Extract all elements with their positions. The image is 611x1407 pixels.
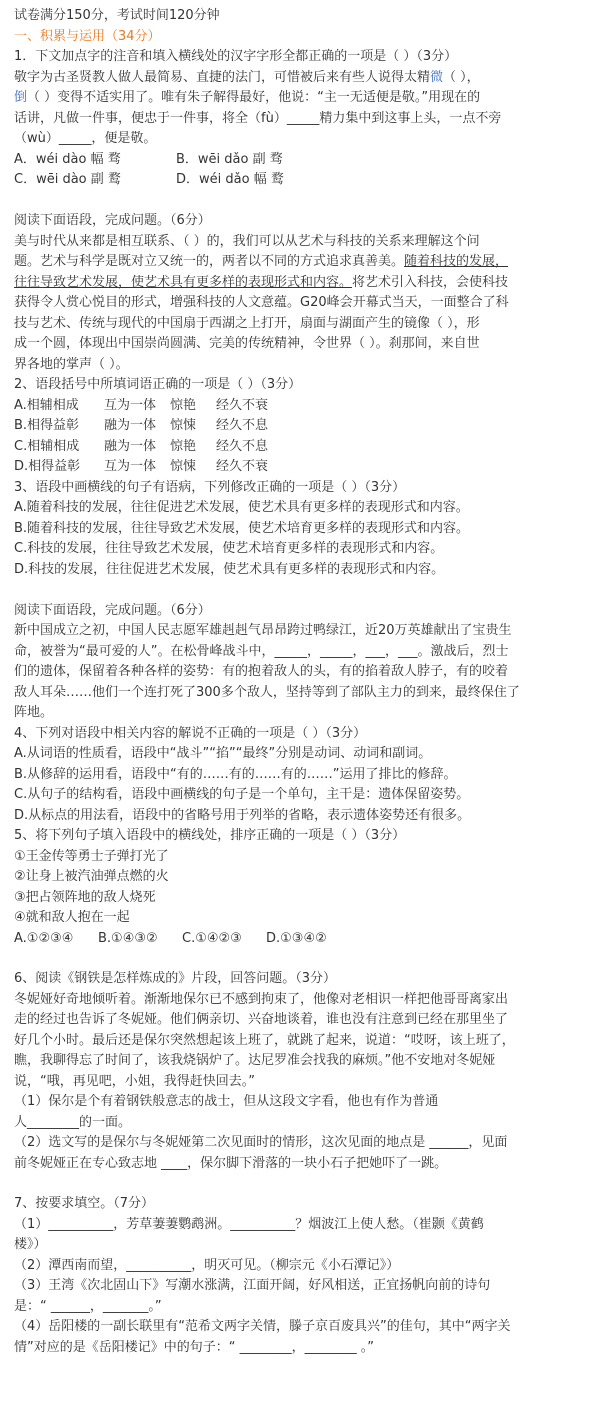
reading-intro: 阅读下面语段，完成问题。（6分） [14,602,211,618]
q5-sentence: ①王金传等勇士子弹打光了 [14,848,169,864]
option-b: B.①④③② [98,930,158,946]
reading-line: 美与时代从来都是相互联系、（ ）的，我们可以从艺术与科技的关系来理解这个问 [14,233,480,249]
q6-sub2: （2）选文写的是保尔与冬妮娅第二次见面时的情形，这次见面的地点是 ______，见面 [14,1135,508,1150]
q5-sentence: ④就和敌人抱在一起 [14,910,130,925]
dotted-char: 微 [430,69,444,85]
q1-text: 敬字为古圣贤教人做人最简易、直捷的法门，可惜被后来有些人说得太精 [14,69,431,85]
q6-stem: 6、阅读《钢铁是怎样炼成的》片段，回答问题。（3分） [14,971,337,986]
reading-text: 将艺术引入科技，会使科技 [352,274,509,290]
q7-item: 是：“ ______，_______。” [14,1298,162,1314]
reading-line: 敌人耳朵……他们一个连打死了300多个敌人，坚持等到了部队主力的到来，最终保住了 [14,684,520,700]
q5-options [14,929,596,950]
reading-line: 新中国成立之初，中国人民志愿军雄赳赳气昂昂跨过鸭绿江，近20万英雄献出了宝贵生 [14,623,512,638]
reading-line: 们的遗体，保留着各种各样的姿势：有的抱着敌人的头，有的掐着敌人脖子，有的咬着 [14,664,509,679]
q6-sub1: 人________的一面。 [14,1114,132,1130]
underlined-sentence: 往往导致艺术发展，使艺术具有更多样的表现形式和内容。 [14,274,353,290]
q6-sub2: 前冬妮娅正在专心致志地 ____，保尔脚下滑落的一块小石子把她吓了一跳。 [14,1155,448,1171]
q2-stem: 2、语段括号中所填词语正确的一项是（ ）（3分） [14,377,302,392]
reading-line: 获得令人赏心悦目的形式，增强科技的人文意蕴。G20峰会开幕式当天，一面整合了科 [14,295,509,310]
option-d: D.①③④② [266,930,327,946]
q3-option-c: C.科技的发展，往往导致艺术发展，使艺术培育更多样的表现形式和内容。 [14,541,444,556]
q4-stem: 4、下列对语段中相关内容的解说不正确的一项是（ ）（3分） [14,725,367,741]
q5-sentence: ③把占领阵地的敌人烧死 [14,889,156,905]
q4-option-c: C.从句子的结构看，语段中画横线的句子是一个单句，主干是：遗体保留姿势。 [14,787,470,802]
dotted-char: 倒 [14,90,28,105]
q1-blank: （ ）， [443,69,480,85]
q1-stem: 1．下文加点字的注音和填入横线处的汉字字形全都正确的一项是（ ）（3分） [14,49,458,64]
q1-passage-line [14,68,596,89]
exam-document [14,6,596,1358]
reading-line: 界各地的掌声（ ）。 [14,356,129,372]
q7-item: 情”对应的是《岳阳楼记》中的句子：“ ________，________ 。” [14,1339,374,1355]
reading-text: 题。艺术与科学是既对立又统一的，两者以不同的方式追求真善美。 [14,254,405,269]
q7-item: （4）岳阳楼的一副长联里有“范希文两字关情，滕子京百废具兴”的佳句，其中“两字关 [14,1319,511,1334]
option-a: A.①②③④ [14,930,74,946]
q2-option-c: C.相辅相成 融为一体 惊艳 经久不息 [14,438,269,454]
q5-stem: 5、将下列句子填入语段中的横线处，排序正确的一项是（ ）（3分） [14,828,406,843]
q3-option-b: B.随着科技的发展，往往导致艺术发展，使艺术培育更多样的表现形式和内容。 [14,520,470,536]
q2-option-a: A.相辅相成 互为一体 惊艳 经久不衰 [14,397,269,413]
q1-passage-line [14,88,596,109]
option-b: B．wēi dǎo 副 骛 [176,151,283,167]
q1-passage-line: （wù）_____，便是敬。 [14,131,157,146]
reading-line: 命，被誉为“最可爱的人”。在松骨峰战斗中，_____，_____，___，___。激战后，烈士 [14,643,509,659]
q7-item: （3）王湾《次北固山下》写潮水涨满，江面开阔，好风相送，正宜扬帆向前的诗句 [14,1278,491,1293]
q5-sentence: ②让身上被汽油弹点燃的火 [14,869,169,884]
q6-passage-line: 好几个小时。最后还是保尔突然想起该上班了，就跳了起来，说道：“哎呀，该上班了， [14,1032,515,1048]
q6-passage-line: 说，“哦，再见吧，小姐，我得赶快回去。” [14,1073,255,1089]
q6-passage-line: 瞧，我聊得忘了时间了，该我烧锅炉了。达尼罗准会找我的麻烦。”他不安地对冬妮娅 [14,1053,496,1068]
option-a: A．wéi dào 幅 骛 [14,151,121,167]
section-title: 一、积累与运用（34分） [14,28,161,44]
reading-line: 技与艺术、传统与现代的中国扇于西湖之上打开，扇面与湖面产生的镜像（ ），形 [14,315,480,331]
q1-options-row [14,150,596,171]
reading-line: 成一个圆，体现出中国崇尚圆满、完美的传统精神，令世界（ ）。刹那间，来自世 [14,336,480,351]
option-c: C.①④②③ [182,930,242,946]
reading-intro: 阅读下面语段，完成问题。（6分） [14,213,211,228]
reading-line: 阵地。 [14,705,54,720]
reading-line [14,252,596,273]
q2-option-d: D.相得益彰 互为一体 惊悚 经久不衰 [14,459,269,474]
option-c: C．wēi dào 副 鹜 [14,172,121,187]
q7-item: 楼》） [14,1237,47,1252]
q4-option-a: A.从词语的性质看，语段中“战斗”“掐”“最终”分别是动词、动词和副词。 [14,746,432,761]
q1-text: （ ）变得不适实用了。唯有朱子解得最好，他说：“主一无适便是敬。”用现在的 [27,90,481,105]
q1-options-row [14,170,596,191]
q4-option-d: D.从标点的用法看，语段中的省略号用于列举的省略，表示遗体姿势还有很多。 [14,807,471,823]
q4-option-b: B.从修辞的运用看，语段中“有的……有的……有的……”运用了排比的修辞。 [14,766,457,782]
reading-line [14,273,596,294]
q6-passage-line: 走的经过也告诉了冬妮娅。他们俩亲切、兴奋地谈着，谁也没有注意到已经在那里坐了 [14,1012,509,1027]
q3-option-d: D.科技的发展，往往促进艺术发展，使艺术具有更多样的表现形式和内容。 [14,561,445,577]
option-d: D．wéi dǎo 幅 鹜 [176,172,284,187]
q7-stem: 7、按要求填空。（7分） [14,1196,155,1211]
q3-option-a: A.随着科技的发展，往往促进艺术发展，使艺术具有更多样的表现形式和内容。 [14,500,469,515]
q7-item: （2）潭西南而望，__________，明灭可见。（柳宗元《小石潭记》） [14,1257,400,1273]
q7-item: （1）__________，芳草萋萋鹦鹉洲。__________？烟波江上使人愁。（崔颢《黄鹤 [14,1216,484,1232]
underlined-sentence: 随着科技的发展， [404,254,509,269]
q3-stem: 3、语段中画横线的句子有语病，下列修改正确的一项是（ ）（3分） [14,479,406,495]
q2-option-b: B.相得益彰 融为一体 惊悚 经久不息 [14,418,269,433]
q6-sub1: （1）保尔是个有着钢铁般意志的战士，但从这段文字看，他也有作为普通 [14,1094,439,1109]
q1-passage-line: 话讲，凡做一件事，便忠于一件事，将全（fù）_____精力集中到这事上头，一点不旁 [14,110,502,126]
exam-header: 试卷满分150分，考试时间120分钟 [14,8,220,23]
q6-passage-line: 冬妮娅好奇地倾听着。渐渐地保尔已不感到拘束了，他像对老相识一样把他哥哥离家出 [14,991,509,1007]
